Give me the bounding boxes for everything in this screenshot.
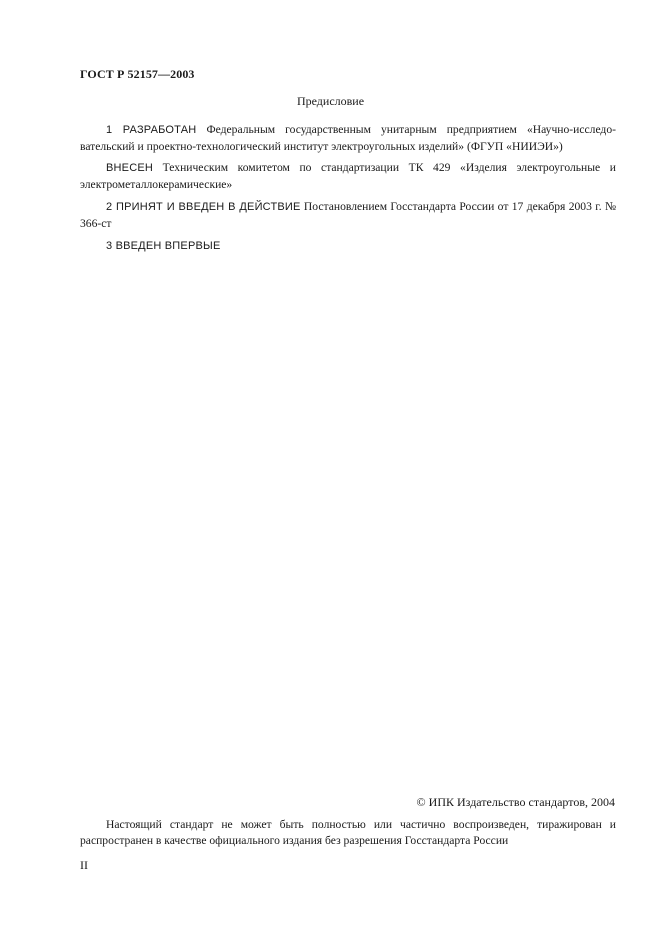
page-title: Предисловие [296,94,365,108]
preface-paragraph-first-introduced [80,238,616,255]
preface-paragraph-adopted [80,199,616,231]
copyright-line: © ИПК Издательство стандартов, 2004 [416,795,615,809]
standard-number: ГОСТ Р 52157—2003 [80,67,195,81]
paragraph-text: Постановлением Госстандарта России от 17 декабря 2003 г. № 366-ст [80,200,617,230]
paragraph-lead: ВНЕСЕН [106,162,154,174]
preface-paragraph-introduced [80,160,616,192]
paragraph-text: Техническим комитетом по стандартизации ТК 429 «Изделия электроугольные и электрометаллокерамические» [80,161,616,191]
paragraph-text: Федеральным государственным унитарным предприятием «Научно-исследовательский и проектно-технологический институт электроугольных изделий» (ФГУП «НИИЭИ») [80,123,617,153]
paragraph-lead: 1 РАЗРАБОТАН [106,124,197,136]
paragraph-lead: 2 ПРИНЯТ И ВВЕДЕН В ДЕЙСТВИЕ [106,201,301,213]
preface-paragraph-developed [80,122,616,154]
reproduction-notice: Настоящий стандарт не может быть полностью или частично воспроизведен, тиражирован и распространен в качестве официального издания без разрешения Госстандарта России [80,818,616,847]
page-number: II [80,858,88,872]
paragraph-lead: 3 ВВЕДЕН ВПЕРВЫЕ [106,240,221,252]
